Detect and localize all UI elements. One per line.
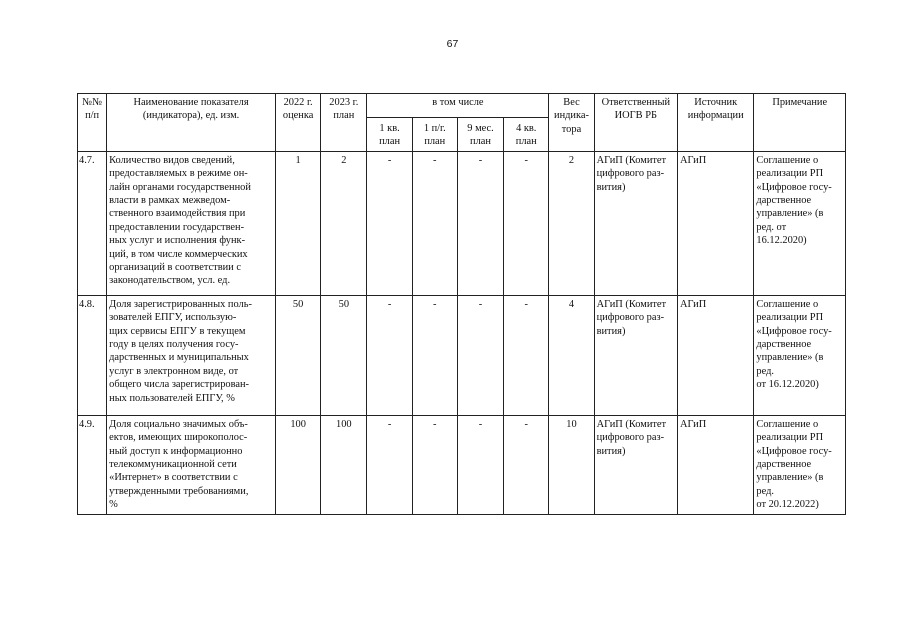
cell-q4: - [504,151,549,295]
cell-h1: - [412,151,457,295]
cell-q1: - [367,151,412,295]
cell-h1: - [412,295,457,415]
cell-weight: 2 [549,151,594,295]
header-name: Наименование показателя (индикатора), ед. изм. [107,94,276,152]
cell-9m: - [457,151,503,295]
cell-2022: 100 [276,415,321,514]
cell-2023: 100 [321,415,367,514]
header-including: в том числе [367,94,549,118]
cell-responsible: АГиП (Комитет цифрового раз- вития) [594,151,677,295]
cell-responsible: АГиП (Комитет цифрового раз- вития) [594,295,677,415]
cell-source: АГиП [678,415,754,514]
table-row [78,415,846,514]
header-note: Примечание [754,94,846,152]
cell-name: Доля зарегистрированных поль- зователей ЕПГУ, использую- щих сервисы ЕПГУ в текущем году в целях получения госу- дарственных и муниципальных услуг в электронном виде, от общего числа зарегистрирован- ных пользователей ЕПГУ, % [107,295,276,415]
cell-h1: - [412,415,457,514]
header-weight: Вес индика- тора [549,94,594,152]
cell-responsible: АГиП (Комитет цифрового раз- вития) [594,415,677,514]
header-source: Источник информации [678,94,754,152]
table-row [78,151,846,295]
indicators-table [77,93,846,515]
cell-note: Соглашение о реализации РП «Цифровое госу- дарственное управление» (в ред. от 16.12.2020) [754,295,846,415]
cell-2022: 50 [276,295,321,415]
cell-note: Соглашение о реализации РП «Цифровое госу- дарственное управление» (в ред. от 16.12.2020) [754,151,846,295]
header-2023: 2023 г. план [321,94,367,152]
cell-9m: - [457,295,503,415]
page-number: 67 [446,38,459,50]
cell-source: АГиП [678,151,754,295]
cell-weight: 10 [549,415,594,514]
cell-name: Количество видов сведений, предоставляемых в режиме он- лайн органами государственной власти в рамках межведом- ственного взаимодействия при предоставлении государствен- ных услуг и исполнения функ- ций, в том числе коммерческих организаций в соответствии с законодательством, усл. ед. [107,151,276,295]
cell-q4: - [504,415,549,514]
cell-name: Доля социально значимых объ- ектов, имеющих широкополос- ный доступ к информационно телекоммуникационной сети «Интернет» в соответствии с утвержденными требованиями, % [107,415,276,514]
header-responsible: Ответственный ИОГВ РБ [594,94,677,152]
cell-q1: - [367,295,412,415]
cell-2022: 1 [276,151,321,295]
header-9m: 9 мес. план [457,118,503,152]
header-q1: 1 кв. план [367,118,412,152]
cell-q4: - [504,295,549,415]
header-num: №№ п/п [78,94,107,152]
cell-num: 4.9. [78,415,107,514]
cell-2023: 2 [321,151,367,295]
cell-num: 4.8. [78,295,107,415]
header-2022: 2022 г. оценка [276,94,321,152]
cell-9m: - [457,415,503,514]
table-row [78,295,846,415]
cell-source: АГиП [678,295,754,415]
header-q4: 4 кв. план [504,118,549,152]
cell-weight: 4 [549,295,594,415]
table-header-row [78,94,846,118]
cell-note: Соглашение о реализации РП «Цифровое госу- дарственное управление» (в ред. от 20.12.2022) [754,415,846,514]
header-h1: 1 п/г. план [412,118,457,152]
cell-num: 4.7. [78,151,107,295]
cell-2023: 50 [321,295,367,415]
cell-q1: - [367,415,412,514]
